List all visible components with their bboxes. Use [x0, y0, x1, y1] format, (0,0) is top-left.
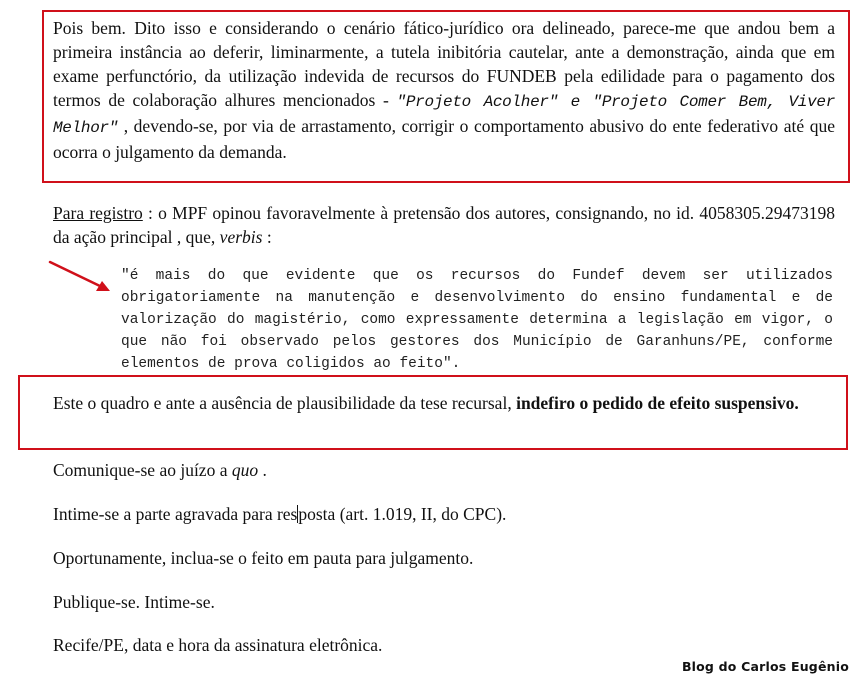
- paragraph2-text-b: :: [266, 227, 272, 247]
- mpf-quote: "é mais do que evidente que os recursos do Fundef devem ser utilizados obrigatoriamente na manutenção e desenvolvimento do ensino fundamental e de valorização do magistério, como expressamente determina a legislação em vigor, o que não foi observado pelos gestores dos Município de Garanhuns/PE, conforme elementos de prova coligidos ao feito".: [121, 268, 833, 372]
- paragraph-registro: [53, 201, 835, 249]
- line-intime: [53, 502, 506, 526]
- line-comunique: [53, 458, 267, 482]
- comunique-end: .: [262, 460, 267, 480]
- intime-text-b: posta (art. 1.019, II, do CPC).: [298, 504, 507, 524]
- registro-label: Para registro: [53, 203, 143, 223]
- blog-watermark: Blog do Carlos Eugênio: [681, 659, 849, 674]
- comunique-text: Comunique-se ao juízo a: [53, 460, 228, 480]
- paragraph1-text-b: , devendo-se, por via de arrastamento, corrigir o comportamento abusivo do ente federativo até que ocorra o julgamento da demanda.: [53, 116, 836, 162]
- line-recife: Recife/PE, data e hora da assinatura eletrônica.: [53, 635, 383, 655]
- paragraph-decision: [53, 391, 835, 415]
- paragraph1-text-a: Pois bem. Dito isso e considerando o cenário fático-jurídico ora delineado, parece-me que andou bem a primeira instância ao deferir, liminarmente, a tutela inibitória cautelar, ante a demonstração, ainda que em exame perfunctório, da utilização indevida de recursos do FUNDEB pela edilidade para o pagamento dos termos de colaboração alhures mencionados -: [53, 18, 835, 110]
- line-publique: Publique-se. Intime-se.: [53, 592, 215, 612]
- verbis-italic: verbis: [219, 227, 263, 247]
- line-oportunamente: Oportunamente, inclua-se o feito em pauta para julgamento.: [53, 548, 474, 568]
- red-arrow-icon: [46, 257, 116, 297]
- paragraph-decision-basis: [53, 16, 835, 164]
- paragraph3-text: Este o quadro e ante a ausência de plausibilidade da tese recursal,: [53, 393, 512, 413]
- paragraph1-projects: "Projeto Acolher" e "Projeto Comer Bem, Viver Melhor": [53, 93, 836, 137]
- paragraph2-text-a: : o MPF opinou favoravelmente à pretensão dos autores, consignando, no id. 4058305.29473198 da ação principal , que,: [53, 203, 836, 247]
- quo-italic: quo: [231, 460, 259, 480]
- intime-text-a: Intime-se a parte agravada para res: [53, 504, 298, 524]
- decision-bold: indefiro o pedido de efeito suspensivo.: [516, 393, 799, 413]
